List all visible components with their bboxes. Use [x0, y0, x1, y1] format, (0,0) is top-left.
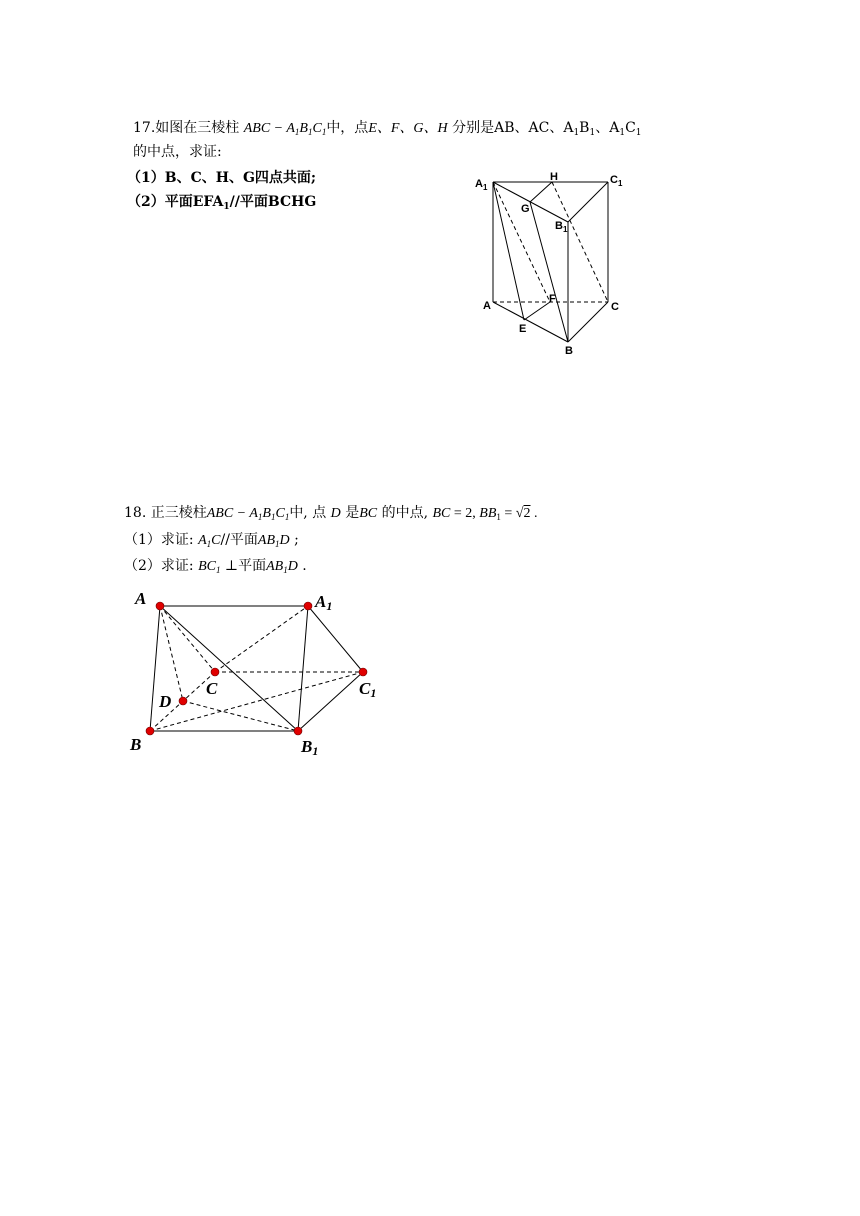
label-d: D [159, 692, 172, 711]
label-a: A [135, 590, 147, 608]
p18-bc1: $BC_1$ [198, 559, 221, 575]
p18-mid3: 的中点, [381, 505, 429, 521]
edge-a1c1 [308, 606, 363, 672]
label-h: H [550, 171, 558, 183]
edge-ef [524, 302, 550, 320]
edge-ab [493, 302, 568, 342]
edge-ad [160, 606, 183, 701]
p18-intro: 正三棱柱 [150, 505, 207, 521]
point-a1 [304, 602, 312, 610]
edge-bc [568, 302, 608, 342]
label-f: F [549, 293, 556, 305]
label-b1: B1 [301, 737, 319, 758]
point-c1 [359, 668, 367, 676]
p18-seg-bc: BC [359, 506, 378, 521]
p17-part1: （1）B、C、H、G四点共面; [127, 170, 317, 186]
edge-a1e [493, 182, 524, 320]
p18-part2: （2）求证: $BC_1$ ⊥平面$AB_1D$ . [124, 558, 307, 575]
label-e: E [519, 323, 527, 335]
p18-number: 18. [124, 505, 147, 521]
edge-hc [552, 182, 608, 302]
p17-line2: 的中点，求证: [133, 144, 222, 160]
label-c1: C1 [359, 679, 377, 700]
edge-gh [530, 182, 552, 202]
point-b [146, 727, 154, 735]
p18-prism: ABC − $A_1B_1C_1$ [206, 506, 290, 522]
p17-intro-suffix: 分别是AB、AC、$A_1B_1$、$A_1C_1$ [452, 120, 642, 138]
p18-mid1: 中, 点 [289, 505, 327, 521]
p18-given: BC = 2, $BB_1 = √2$ . [432, 506, 538, 522]
label-b: B [130, 735, 142, 754]
p18-ab1d: $AB_1D$ [257, 533, 290, 549]
p17-intro-mid: 中，点 [326, 120, 369, 136]
edge-ab [150, 606, 160, 731]
label-c1: $C_1$ [610, 174, 623, 188]
edge-a1c [215, 606, 308, 672]
label-c: C [611, 301, 619, 313]
p17-points: E、F、G、H [368, 121, 448, 136]
edge-ac [160, 606, 215, 672]
p17-number: 17. [133, 120, 156, 136]
edge-a1f [493, 182, 550, 302]
p18-part1: （1）求证: $A_1C//$平面$AB_1D$ ; [124, 532, 299, 549]
p18-line1 [124, 503, 538, 524]
label-a1: A1 [315, 592, 333, 613]
point-c [211, 668, 219, 676]
label-a1: $A_1$ [475, 178, 488, 192]
p18-a1c: $A_1C$ [198, 533, 221, 549]
edge-b1c1 [568, 182, 608, 222]
label-a: A [483, 300, 491, 312]
p17-line1 [133, 118, 642, 139]
point-a [156, 602, 164, 610]
label-g: G [521, 203, 530, 215]
p17-prism-figure [468, 165, 668, 365]
p18-point-d: D [330, 506, 341, 521]
label-b1: $B_1$ [555, 220, 568, 234]
label-c: C [206, 679, 218, 698]
point-b1 [294, 727, 302, 735]
p18-mid2: 是 [345, 505, 360, 521]
p18-prism-figure [125, 590, 395, 760]
point-d [179, 697, 187, 705]
edge-b1c1 [298, 672, 363, 731]
p17-prism: ABC − $A_1B_1C_1$ [243, 121, 327, 137]
p17-intro-prefix: 如图在三棱柱 [155, 120, 240, 136]
edge-a1b1 [298, 606, 308, 731]
p17-part2: （2）平面$EFA_1//$平面BCHG [127, 194, 317, 212]
p18-ab1d-2: $AB_1D$ [266, 559, 298, 575]
edge-ab1 [160, 606, 298, 731]
label-b: B [565, 345, 573, 357]
